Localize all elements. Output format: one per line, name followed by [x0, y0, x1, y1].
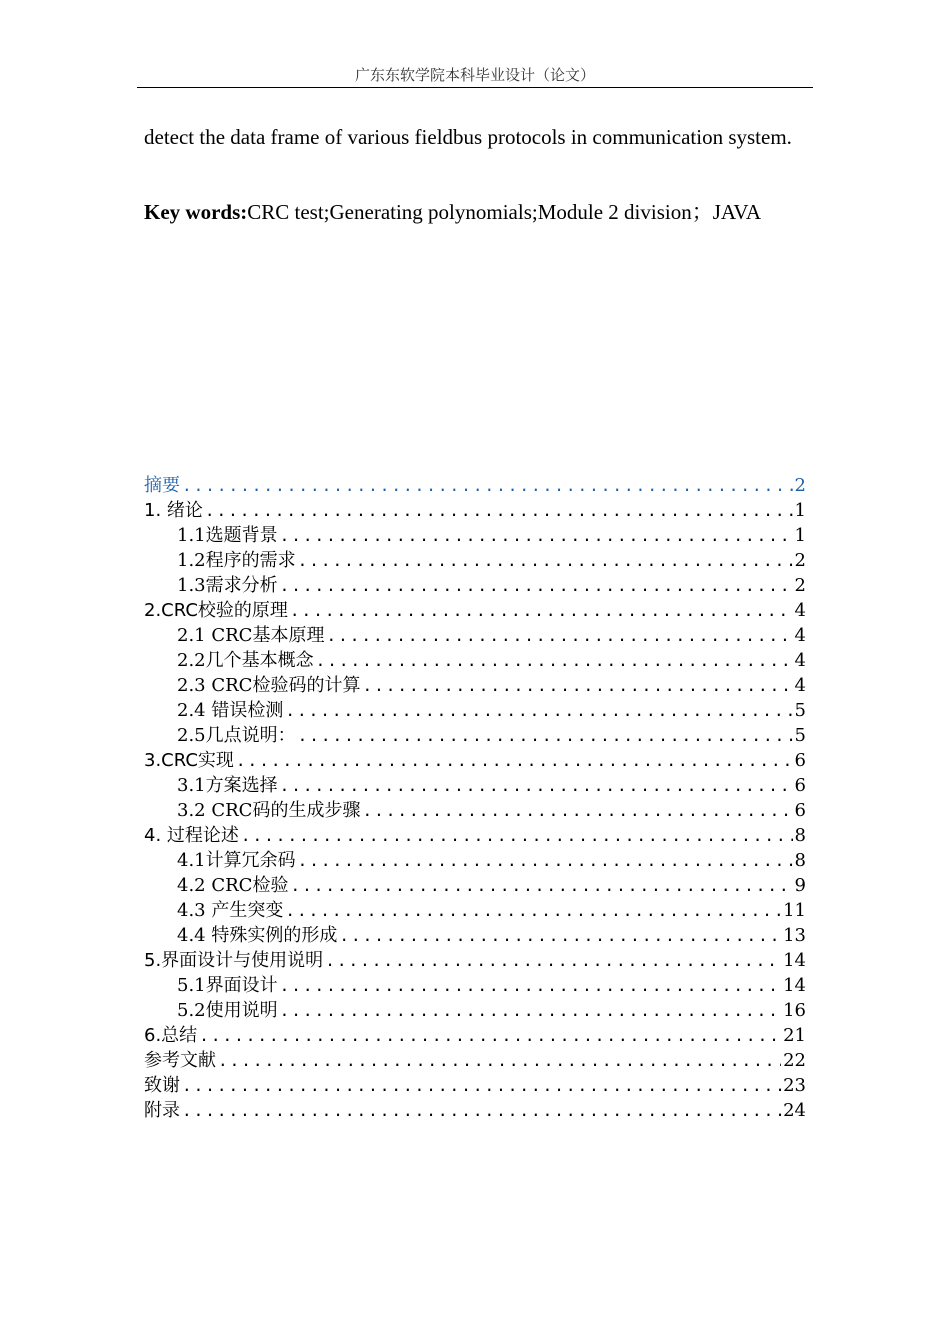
toc-dot-leader [290, 873, 792, 898]
toc-entry[interactable] [144, 698, 806, 723]
toc-entry-title: 5.2使用说明 [177, 1000, 278, 1021]
toc-entry-page: 8 [794, 850, 806, 871]
toc-dot-leader [182, 1098, 781, 1123]
toc-entry-title: 3.2 CRC码的生成步骤 [177, 800, 361, 821]
toc-dot-leader [362, 673, 792, 698]
toc-dot-leader [325, 948, 781, 973]
toc-entry-title: 4. 过程论述 [144, 825, 239, 846]
toc-entry[interactable] [144, 948, 806, 973]
toc-dot-leader [316, 648, 793, 673]
toc-dot-leader [290, 598, 793, 623]
toc-entry[interactable] [144, 598, 806, 623]
toc-entry-page: 21 [783, 1025, 806, 1046]
toc-entry-page: 2 [794, 575, 806, 596]
keywords-label: Key words: [144, 200, 248, 224]
toc-dot-leader [236, 748, 793, 773]
toc-entry[interactable] [144, 1073, 806, 1098]
toc-dot-leader [280, 773, 793, 798]
toc-entry[interactable] [144, 823, 806, 848]
toc-entry-page: 1 [794, 500, 806, 521]
toc-entry-title: 4.1计算冗余码 [177, 850, 296, 871]
toc-entry-page: 2 [794, 475, 806, 496]
toc-entry-page: 24 [783, 1100, 806, 1121]
toc-entry-page: 1 [794, 525, 806, 546]
toc-dot-leader [182, 1073, 781, 1098]
toc-entry-title: 摘要 [144, 475, 180, 496]
toc-entry-title: 1.1选题背景 [177, 525, 278, 546]
toc-entry[interactable] [144, 973, 806, 998]
toc-entry[interactable] [144, 873, 806, 898]
toc-entry[interactable] [144, 648, 806, 673]
toc-entry-title: 4.3 产生突变 [177, 900, 284, 921]
toc-entry-page: 14 [783, 975, 806, 996]
toc-entry-page: 4 [794, 675, 806, 696]
page-header: 广东东软学院本科毕业设计（论文） [354, 66, 595, 84]
toc-entry-title: 2.2几个基本概念 [177, 650, 314, 671]
toc-entry-page: 14 [783, 950, 806, 971]
toc-dot-leader [199, 1023, 781, 1048]
toc-entry-title: 附录 [144, 1100, 180, 1121]
abstract-text: detect the data frame of various fieldbus protocols in communication system. [144, 125, 792, 149]
toc-dot-leader [280, 573, 793, 598]
toc-entry-title: 2.4 错误检测 [177, 700, 284, 721]
toc-entry-page: 5 [794, 725, 806, 746]
toc-entry-page: 11 [783, 900, 806, 921]
toc-entry-page: 22 [783, 1050, 806, 1071]
toc-dot-leader [298, 548, 793, 573]
toc-entry-page: 4 [794, 650, 806, 671]
keywords-text: CRC test;Generating polynomials;Module 2 division；JAVA [247, 200, 761, 224]
toc-entry[interactable] [144, 898, 806, 923]
toc-entry[interactable] [144, 1098, 806, 1123]
toc-entry-page: 5 [794, 700, 806, 721]
toc-entry-title: 2.1 CRC基本原理 [177, 625, 325, 646]
toc-dot-leader [205, 498, 793, 523]
toc-entry-page: 2 [794, 550, 806, 571]
toc-entry-page: 4 [794, 625, 806, 646]
toc-entry[interactable] [144, 623, 806, 648]
toc-entry-title: 3.1方案选择 [177, 775, 278, 796]
toc-entry[interactable] [144, 723, 806, 748]
toc-dot-leader [241, 823, 793, 848]
toc-entry-page: 4 [794, 600, 806, 621]
toc-entry[interactable] [144, 748, 806, 773]
toc-entry-title: 2.5几点说明： [177, 725, 296, 746]
toc-entry-page: 8 [794, 825, 806, 846]
toc-entry-page: 6 [794, 800, 806, 821]
toc-entry[interactable] [144, 923, 806, 948]
toc-dot-leader [182, 473, 793, 498]
toc-entry-title: 1.3需求分析 [177, 575, 278, 596]
keywords-line [144, 199, 806, 225]
toc-entry[interactable] [144, 523, 806, 548]
toc-entry-title: 参考文献 [144, 1050, 216, 1071]
toc-entry-page: 13 [783, 925, 806, 946]
toc-dot-leader [218, 1048, 781, 1073]
toc-entry[interactable] [144, 798, 806, 823]
toc-entry[interactable] [144, 548, 806, 573]
toc-entry-page: 9 [794, 875, 806, 896]
toc-entry-title: 2.CRC校验的原理 [144, 600, 288, 621]
toc-dot-leader [280, 998, 781, 1023]
toc-entry-title: 1.2程序的需求 [177, 550, 296, 571]
toc-entry[interactable] [144, 673, 806, 698]
toc-entry-title: 2.3 CRC检验码的计算 [177, 675, 361, 696]
toc-dot-leader [326, 623, 792, 648]
toc-entry[interactable] [144, 848, 806, 873]
toc-entry-title: 5.界面设计与使用说明 [144, 950, 324, 971]
toc-entry-title: 致谢 [144, 1075, 180, 1096]
toc-dot-leader [362, 798, 792, 823]
toc-entry-title: 6.总结 [144, 1025, 198, 1046]
toc-entry-title: 3.CRC实现 [144, 750, 234, 771]
toc-dot-leader [339, 923, 781, 948]
toc-entry-title: 1. 绪论 [144, 500, 203, 521]
table-of-contents [144, 473, 806, 1123]
toc-dot-leader [280, 523, 793, 548]
toc-dot-leader [298, 848, 793, 873]
toc-entry[interactable] [144, 1023, 806, 1048]
toc-entry-page: 6 [794, 750, 806, 771]
toc-entry-page: 16 [783, 1000, 806, 1021]
toc-entry-page: 23 [783, 1075, 806, 1096]
toc-entry[interactable] [144, 773, 806, 798]
toc-dot-leader [280, 973, 781, 998]
toc-entry[interactable] [144, 498, 806, 523]
toc-entry[interactable] [144, 998, 806, 1023]
toc-entry-title: 4.2 CRC检验 [177, 875, 289, 896]
toc-entry-page: 6 [794, 775, 806, 796]
toc-entry-title: 4.4 特殊实例的形成 [177, 925, 338, 946]
header-rule [137, 87, 813, 88]
toc-dot-leader [298, 723, 793, 748]
toc-dot-leader [285, 698, 792, 723]
toc-entry-title: 5.1界面设计 [177, 975, 278, 996]
toc-entry[interactable] [144, 1048, 806, 1073]
toc-entry[interactable] [144, 473, 806, 498]
toc-entry[interactable] [144, 573, 806, 598]
toc-dot-leader [285, 898, 781, 923]
